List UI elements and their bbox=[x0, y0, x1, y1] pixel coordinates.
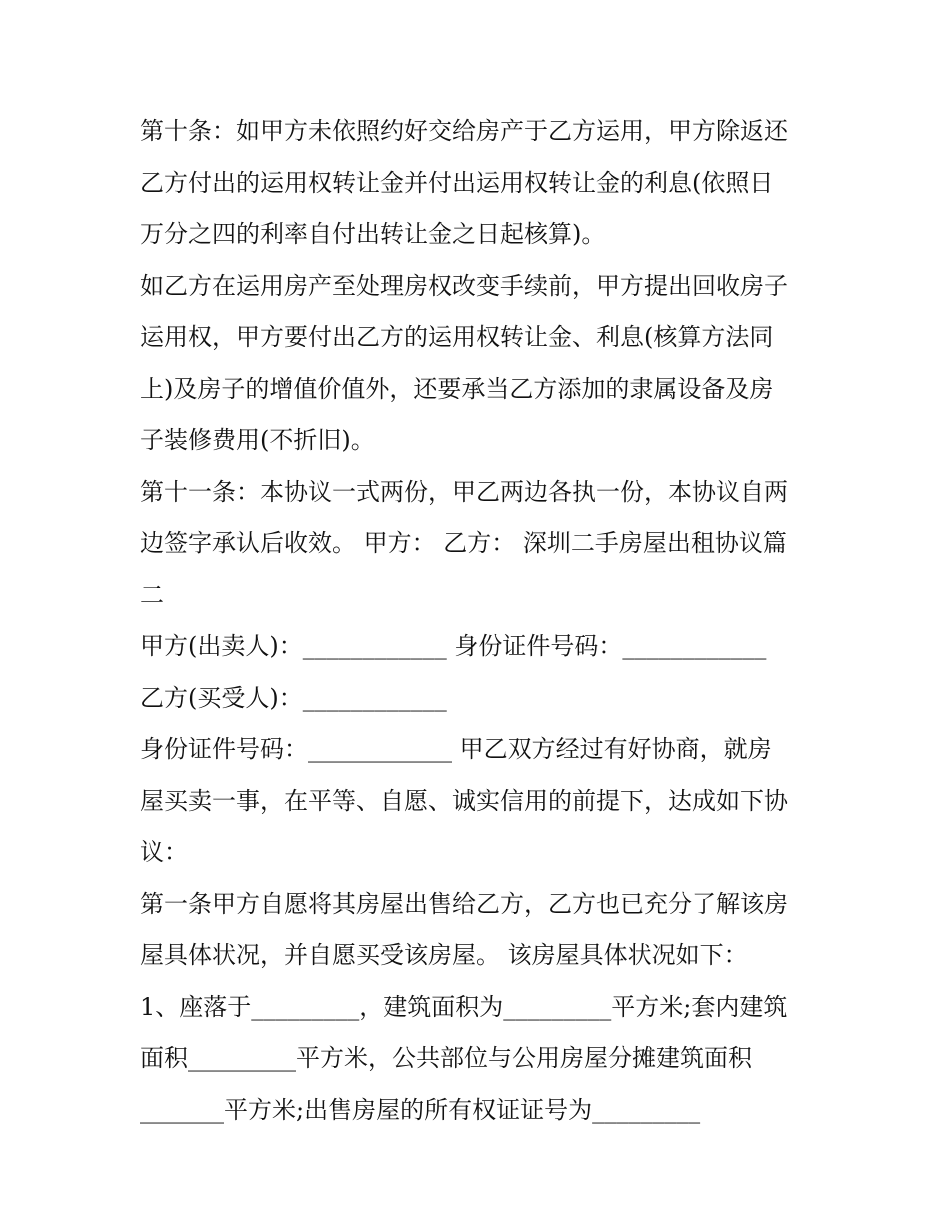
document-body bbox=[140, 106, 830, 1136]
buyer-line: 乙方(买受人)：____________ bbox=[140, 683, 447, 712]
seller-line: 甲方(出卖人)：____________ 身份证件号码：____________ bbox=[140, 632, 767, 660]
text-line: 面积_________平方米，公共部位与公用房屋分摊建筑面积 bbox=[140, 1044, 752, 1072]
text-line: 第十一条：本协议一式两份，甲乙两边各执一份，本协议自两 bbox=[140, 477, 788, 506]
text-line: 运用权，甲方要付出乙方的运用权转让金、利息(核算方法同 bbox=[140, 323, 774, 351]
text-line: 1、座落于_________，建筑面积为_________平方米;套内建筑 bbox=[140, 992, 788, 1021]
text-line: 屋具体状况，并自愿买受该房屋。 该房屋具体状况如下： bbox=[140, 941, 748, 969]
text-line: 子装修费用(不折旧)。 bbox=[140, 426, 375, 454]
text-line: 屋买卖一事，在平等、自愿、诚实信用的前提下，达成如下协 bbox=[140, 786, 788, 815]
text-line: 第十条：如甲方未依照约好交给房产于乙方运用，甲方除返还 bbox=[140, 117, 788, 145]
text-line: 万分之四的利率自付出转让金之日起核算)。 bbox=[140, 220, 606, 248]
text-line: 上)及房子的增值价值外，还要承当乙方添加的隶属设备及房 bbox=[140, 374, 774, 403]
text-line: 议： bbox=[140, 838, 188, 866]
text-line: 如乙方在运用房产至处理房权改变手续前，甲方提出回收房子 bbox=[140, 271, 788, 300]
text-line: 身份证件号码：____________ 甲乙双方经过有好协商，就房 bbox=[140, 735, 772, 763]
text-line: _______平方米;出售房屋的所有权证证号为_________ bbox=[140, 1095, 701, 1124]
text-line: 乙方付出的运用权转让金并付出运用权转让金的利息(依照日 bbox=[140, 168, 774, 197]
text-line: 第一条甲方自愿将其房屋出售给乙方，乙方也已充分了解该房 bbox=[140, 889, 788, 918]
text-line: 二 bbox=[140, 580, 164, 609]
text-line: 边签字承认后收效。 甲方： 乙方： 深圳二手房屋出租协议篇 bbox=[140, 529, 787, 557]
